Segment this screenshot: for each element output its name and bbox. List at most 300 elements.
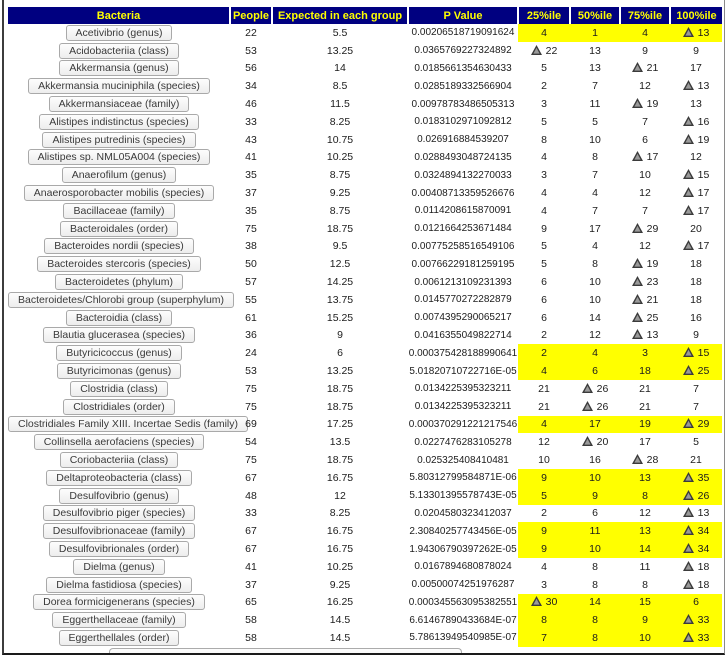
table-row: [8, 291, 722, 309]
bacteria-button[interactable]: Acetivibrio (genus): [66, 25, 173, 41]
table-row: [8, 629, 722, 647]
table-row: [8, 522, 722, 540]
bacteria-button[interactable]: Clostridia (class): [70, 381, 168, 397]
column-header-people: People: [230, 7, 272, 24]
expected-value: 18.75: [326, 454, 354, 467]
table-row: [8, 77, 722, 95]
percentile-25-value: 3: [541, 169, 547, 182]
bacteria-report-table: [8, 7, 722, 647]
percentile-100-value: 17: [697, 240, 710, 253]
bacteria-button[interactable]: Bacteroides nordii (species): [44, 238, 194, 254]
pvalue-value: 0.0061213109231393: [414, 276, 512, 288]
table-row: [8, 344, 722, 362]
header-row: [8, 7, 722, 24]
percentile-50-value: 11: [589, 525, 601, 538]
bacteria-button[interactable]: Clostridiales (order): [63, 399, 175, 415]
expected-value: 6: [337, 347, 343, 360]
percentile-50-value: 7: [592, 80, 598, 93]
percentile-25-value: 7: [541, 631, 547, 644]
warning-triangle-icon: [683, 347, 694, 357]
table-row: [8, 380, 722, 398]
percentile-100-value: 13: [697, 507, 710, 520]
percentile-50-value: 8: [592, 631, 598, 644]
people-value: 65: [245, 596, 257, 609]
percentile-25-value: 3: [541, 98, 547, 111]
people-value: 35: [245, 169, 257, 182]
warning-triangle-icon: [632, 294, 643, 304]
bacteria-button[interactable]: Eggerthellales (order): [59, 630, 180, 646]
percentile-100-value: 34: [697, 525, 710, 538]
bacteria-button[interactable]: Bacillaceae (family): [63, 203, 174, 219]
percentile-100-value: 18: [690, 258, 702, 271]
warning-triangle-icon: [683, 507, 694, 517]
percentile-25-value: 10: [538, 454, 550, 467]
people-value: 67: [245, 525, 257, 538]
percentile-50-value: 4: [592, 187, 598, 200]
percentile-75-value: 12: [639, 507, 651, 520]
people-value: 55: [245, 293, 257, 306]
pvalue-value: 0.026916884539207: [417, 134, 509, 146]
percentile-75-value: 4: [642, 26, 648, 39]
people-value: 38: [245, 240, 257, 253]
percentile-100-value: 9: [693, 44, 699, 57]
warning-triangle-icon: [683, 187, 694, 197]
percentile-25-value: 21: [538, 400, 550, 413]
people-value: 53: [245, 44, 257, 57]
expected-value: 8.25: [329, 507, 351, 520]
warning-triangle-icon: [632, 223, 643, 233]
percentile-50-value: 7: [592, 204, 598, 217]
percentile-75-value: 19: [646, 98, 659, 111]
percentile-75-value: 17: [639, 436, 651, 449]
people-value: 35: [245, 204, 257, 217]
expected-value: 12: [334, 489, 346, 502]
table-row: [8, 149, 722, 167]
percentile-25-value: 2: [541, 80, 547, 93]
table-row: [8, 273, 722, 291]
percentile-25-value: 6: [541, 276, 547, 289]
percentile-50-value: 10: [589, 543, 601, 555]
percentile-25-value: 22: [545, 44, 558, 57]
percentile-50-value: 1: [592, 26, 598, 39]
expected-value: 14.5: [329, 614, 351, 627]
percentile-100-value: 21: [690, 454, 702, 467]
people-value: 75: [245, 382, 257, 395]
percentile-100-value: 15: [697, 169, 710, 182]
percentile-25-value: 3: [541, 578, 547, 591]
pvalue-value: 0.0416355049822714: [414, 329, 512, 341]
warning-triangle-icon: [632, 454, 643, 464]
percentile-100-value: 13: [697, 26, 710, 39]
percentile-75-value: 13: [646, 329, 659, 342]
percentile-100-value: 18: [690, 276, 702, 289]
percentile-75-value: 9: [642, 44, 648, 57]
column-header-expected: Expected in each group: [272, 7, 408, 24]
bacteria-button[interactable]: Anaerofilum (genus): [62, 167, 177, 183]
pvalue-value: 5.78613949540985E-07: [409, 632, 517, 644]
percentile-100-value: 33: [697, 614, 710, 627]
percentile-50-value: 10: [589, 293, 601, 306]
percentile-50-value: 26: [596, 382, 609, 395]
percentile-75-value: 17: [646, 151, 659, 164]
bacteria-button[interactable]: Deltaproteobacteria (class): [46, 470, 191, 486]
expected-value: 10.25: [326, 151, 354, 164]
expected-value: 9.25: [329, 187, 351, 200]
table-row: [8, 220, 722, 238]
people-value: 58: [245, 614, 257, 627]
percentile-100-value: 16: [690, 311, 702, 324]
column-header-100th-percentile: 100%ile: [670, 7, 722, 24]
percentile-75-value: 7: [642, 115, 648, 128]
percentile-75-value: 3: [642, 347, 648, 360]
people-value: 36: [245, 329, 257, 342]
pvalue-value: 0.00978783486505313: [411, 98, 515, 110]
percentile-50-value: 26: [596, 400, 609, 413]
table-row: [8, 611, 722, 629]
pvalue-value: 0.0134225395323211: [414, 401, 512, 413]
percentile-50-value: 10: [589, 276, 601, 289]
partial-next-row-button[interactable]: [109, 648, 462, 655]
bacteria-button[interactable]: Alistipes putredinis (species): [42, 132, 195, 148]
percentile-100-value: 16: [697, 115, 710, 128]
bacteria-button[interactable]: Akkermansiaceae (family): [49, 96, 190, 112]
pvalue-value: 5.13301395578743E-05: [409, 490, 517, 502]
percentile-75-value: 15: [639, 596, 651, 609]
bacteria-button[interactable]: Acidobacteriia (class): [59, 43, 179, 59]
percentile-75-value: 21: [639, 382, 651, 395]
bacteria-button[interactable]: Bacteroidetes/Chlorobi group (superphylum): [8, 292, 234, 308]
table-row: [8, 576, 722, 594]
expected-value: 16.75: [326, 471, 354, 484]
bacteria-button[interactable]: Desulfovibrionales (order): [49, 541, 189, 557]
people-value: 75: [245, 454, 257, 467]
people-value: 33: [245, 115, 257, 128]
table-row: [8, 60, 722, 78]
percentile-75-value: 8: [642, 489, 648, 502]
percentile-50-value: 4: [592, 347, 598, 360]
people-value: 57: [245, 276, 257, 289]
bacteria-button[interactable]: Alistipes indistinctus (species): [39, 114, 198, 130]
pvalue-value: 0.025325408410481: [417, 454, 509, 466]
percentile-50-value: 16: [589, 454, 601, 467]
percentile-75-value: 13: [639, 471, 651, 484]
expected-value: 10.25: [326, 560, 354, 573]
percentile-25-value: 2: [541, 347, 547, 360]
bacteria-button[interactable]: Bacteroidetes (phylum): [55, 274, 183, 290]
percentile-100-value: 17: [690, 62, 702, 75]
percentile-50-value: 12: [589, 329, 601, 342]
column-header-pvalue: P Value: [408, 7, 518, 24]
bacteria-button[interactable]: Collinsella aerofaciens (species): [34, 434, 205, 450]
expected-value: 11.5: [330, 98, 350, 111]
percentile-75-value: 8: [642, 578, 648, 591]
column-header-bacteria: Bacteria: [8, 7, 230, 24]
percentile-75-value: 21: [639, 400, 651, 413]
expected-value: 15.25: [326, 311, 354, 324]
percentile-75-value: 23: [646, 276, 659, 289]
pvalue-value: 0.0074395290065217: [414, 312, 512, 324]
warning-triangle-icon: [683, 418, 694, 428]
warning-triangle-icon: [632, 276, 643, 286]
column-header-50th-percentile: 50%ile: [570, 7, 620, 24]
percentile-100-value: 7: [693, 400, 699, 413]
expected-value: 8.5: [332, 80, 348, 93]
people-value: 67: [245, 543, 257, 555]
bacteria-button[interactable]: Akkermansia muciniphila (species): [28, 78, 210, 94]
pvalue-value: 1.94306790397262E-05: [409, 543, 517, 555]
table-row: [8, 327, 722, 345]
percentile-75-value: 12: [639, 80, 651, 93]
percentile-100-value: 12: [690, 151, 702, 164]
table-row: [8, 166, 722, 184]
bacteria-button[interactable]: Butyricimonas (genus): [57, 363, 181, 379]
percentile-25-value: 4: [541, 418, 547, 431]
expected-value: 10.75: [326, 133, 354, 146]
percentile-75-value: 12: [639, 187, 651, 200]
percentile-100-value: 15: [697, 347, 710, 360]
bacteria-button[interactable]: Bacteroidales (order): [60, 221, 178, 237]
warning-triangle-icon: [632, 258, 643, 268]
people-value: 75: [245, 400, 257, 413]
percentile-50-value: 5: [592, 115, 598, 128]
table-row: [8, 95, 722, 113]
bacteria-button[interactable]: Blautia glucerasea (species): [43, 327, 195, 343]
pvalue-value: 0.00766229181259195: [411, 258, 515, 270]
percentile-25-value: 21: [538, 382, 550, 395]
warning-triangle-icon: [531, 45, 542, 55]
percentile-75-value: 10: [639, 631, 651, 644]
percentile-50-value: 4: [592, 240, 598, 253]
warning-triangle-icon: [632, 62, 643, 72]
percentile-100-value: 25: [697, 365, 710, 378]
pvalue-value: 0.000345563095382551: [408, 596, 518, 608]
expected-value: 14.5: [329, 631, 351, 644]
percentile-50-value: 6: [592, 365, 598, 378]
table-row: [8, 184, 722, 202]
pvalue-value: 0.0204580323412037: [414, 507, 512, 519]
percentile-50-value: 13: [589, 44, 601, 57]
percentile-50-value: 14: [589, 311, 601, 324]
bacteria-button[interactable]: Bacteroides stercoris (species): [37, 256, 201, 272]
pvalue-value: 2.30840257743456E-05: [409, 525, 517, 537]
pvalue-value: 0.00408713359526676: [411, 187, 515, 199]
percentile-100-value: 20: [690, 222, 702, 235]
warning-triangle-icon: [683, 632, 694, 642]
percentile-75-value: 29: [646, 222, 659, 235]
warning-triangle-icon: [683, 116, 694, 126]
percentile-25-value: 9: [541, 222, 547, 235]
percentile-50-value: 13: [589, 62, 601, 75]
pvalue-value: 0.0185661354630433: [414, 62, 512, 74]
table-row: [8, 505, 722, 523]
percentile-75-value: 28: [646, 454, 659, 467]
warning-triangle-icon: [683, 561, 694, 571]
percentile-50-value: 11: [589, 98, 601, 111]
bacteria-button[interactable]: Dielma fastidiosa (species): [46, 577, 191, 593]
people-value: 50: [245, 258, 257, 271]
table-row: [8, 469, 722, 487]
people-value: 48: [245, 489, 257, 502]
expected-value: 13.5: [329, 436, 351, 449]
pvalue-value: 0.0183102971092812: [414, 116, 512, 128]
table-row: [8, 540, 722, 558]
percentile-25-value: 4: [541, 151, 547, 164]
bacteria-button[interactable]: Alistipes sp. NML05A004 (species): [28, 149, 211, 165]
people-value: 22: [245, 26, 257, 39]
percentile-75-value: 11: [639, 560, 651, 573]
percentile-75-value: 21: [646, 62, 659, 75]
percentile-25-value: 8: [541, 133, 547, 146]
percentile-25-value: 5: [541, 258, 547, 271]
percentile-50-value: 6: [592, 507, 598, 520]
percentile-100-value: 18: [697, 560, 710, 573]
table-row: [8, 362, 722, 380]
column-header-75th-percentile: 75%ile: [620, 7, 670, 24]
percentile-25-value: 6: [541, 293, 547, 306]
percentile-75-value: 14: [639, 543, 651, 555]
table-row: [8, 238, 722, 256]
people-value: 75: [245, 222, 257, 235]
bacteria-button[interactable]: Desulfovibrio (genus): [59, 488, 178, 504]
warning-triangle-icon: [683, 80, 694, 90]
percentile-50-value: 14: [589, 596, 601, 609]
warning-triangle-icon: [683, 27, 694, 37]
percentile-50-value: 17: [589, 418, 601, 431]
pvalue-value: 0.000375428188990641: [408, 347, 518, 359]
percentile-75-value: 13: [639, 525, 651, 538]
people-value: 34: [245, 80, 257, 93]
percentile-25-value: 4: [541, 365, 547, 378]
bacteria-button[interactable]: Bacteroidia (class): [66, 310, 172, 326]
pvalue-value: 0.0324894132270033: [414, 169, 512, 181]
percentile-50-value: 8: [592, 560, 598, 573]
percentile-100-value: 13: [690, 98, 702, 111]
percentile-75-value: 19: [639, 418, 651, 431]
expected-value: 12.5: [329, 258, 351, 271]
percentile-75-value: 21: [646, 293, 659, 306]
people-value: 54: [245, 436, 257, 449]
pvalue-value: 0.00500074251976287: [411, 579, 515, 591]
people-value: 43: [245, 133, 257, 146]
percentile-50-value: 17: [589, 222, 601, 235]
warning-triangle-icon: [683, 614, 694, 624]
percentile-100-value: 5: [693, 436, 699, 449]
percentile-25-value: 4: [541, 204, 547, 217]
percentile-100-value: 18: [690, 293, 702, 306]
people-value: 41: [245, 151, 257, 164]
people-value: 56: [245, 62, 257, 75]
expected-value: 9.25: [329, 578, 351, 591]
percentile-25-value: 5: [541, 489, 547, 502]
warning-triangle-icon: [632, 151, 643, 161]
pvalue-value: 0.0121664253671484: [414, 223, 512, 235]
table-row: [8, 558, 722, 576]
expected-value: 9.5: [332, 240, 348, 253]
percentile-25-value: 9: [541, 543, 547, 555]
percentile-100-value: 26: [697, 489, 710, 502]
percentile-100-value: 33: [697, 631, 710, 644]
percentile-100-value: 6: [693, 596, 699, 609]
bacteria-button[interactable]: Clostridiales Family XIII. Incertae Sedis (family): [8, 416, 248, 432]
percentile-50-value: 10: [589, 471, 601, 484]
percentile-50-value: 8: [592, 614, 598, 627]
expected-value: 18.75: [326, 222, 354, 235]
bacteria-button[interactable]: Akkermansia (genus): [59, 60, 178, 76]
percentile-75-value: 12: [639, 240, 651, 253]
percentile-100-value: 17: [697, 187, 710, 200]
people-value: 33: [245, 507, 257, 520]
expected-value: 17.25: [326, 418, 354, 431]
pvalue-value: 5.80312799584871E-06: [409, 472, 517, 484]
percentile-50-value: 8: [592, 151, 598, 164]
warning-triangle-icon: [683, 525, 694, 535]
expected-value: 16.75: [326, 525, 354, 538]
percentile-25-value: 9: [541, 525, 547, 538]
table-row: [8, 416, 722, 434]
expected-value: 13.75: [326, 293, 354, 306]
bacteria-button[interactable]: Desulfovibrionaceae (family): [43, 523, 195, 539]
percentile-100-value: 7: [693, 382, 699, 395]
bacteria-button[interactable]: Dielma (genus): [73, 559, 164, 575]
bacteria-button[interactable]: Anaerosporobacter mobilis (species): [24, 185, 214, 201]
bacteria-button[interactable]: Butyricicoccus (genus): [56, 345, 182, 361]
expected-value: 8.25: [329, 115, 351, 128]
percentile-100-value: 35: [697, 471, 710, 484]
percentile-25-value: 5: [541, 115, 547, 128]
pvalue-value: 0.0114208615870091: [414, 205, 512, 217]
percentile-25-value: 5: [541, 62, 547, 75]
percentile-50-value: 20: [596, 436, 609, 449]
bacteria-button[interactable]: Coriobacteriia (class): [60, 452, 179, 468]
warning-triangle-icon: [683, 579, 694, 589]
percentile-25-value: 2: [541, 507, 547, 520]
warning-triangle-icon: [531, 596, 542, 606]
percentile-25-value: 2: [541, 329, 547, 342]
percentile-25-value: 4: [541, 560, 547, 573]
percentile-100-value: 29: [697, 418, 710, 431]
warning-triangle-icon: [632, 312, 643, 322]
pvalue-value: 6.61467890433684E-07: [409, 614, 517, 626]
pvalue-value: 0.0285189332566904: [414, 80, 512, 92]
warning-triangle-icon: [683, 240, 694, 250]
percentile-50-value: 9: [592, 489, 598, 502]
warning-triangle-icon: [683, 490, 694, 500]
percentile-25-value: 30: [545, 596, 558, 609]
percentile-50-value: 10: [589, 133, 601, 146]
people-value: 53: [245, 365, 257, 378]
column-header-25th-percentile: 25%ile: [518, 7, 570, 24]
percentile-25-value: 6: [541, 311, 547, 324]
percentile-100-value: 19: [697, 133, 710, 146]
percentile-75-value: 18: [639, 365, 651, 378]
expected-value: 16.75: [326, 543, 354, 555]
expected-value: 18.75: [326, 400, 354, 413]
table-row: [8, 309, 722, 327]
pvalue-value: 0.0365769227324892: [414, 45, 512, 57]
people-value: 67: [245, 471, 257, 484]
warning-triangle-icon: [683, 543, 694, 553]
bacteria-button[interactable]: Dorea formicigenerans (species): [33, 594, 205, 610]
bacteria-button[interactable]: Desulfovibrio piger (species): [43, 505, 195, 521]
expected-value: 9: [337, 329, 343, 342]
pvalue-value: 0.00206518719091624: [411, 27, 515, 39]
percentile-50-value: 8: [592, 578, 598, 591]
people-value: 37: [245, 578, 257, 591]
table-row: [8, 131, 722, 149]
warning-triangle-icon: [582, 401, 593, 411]
bacteria-button[interactable]: Eggerthellaceae (family): [52, 612, 185, 628]
pvalue-value: 0.0288493048724135: [414, 151, 512, 163]
